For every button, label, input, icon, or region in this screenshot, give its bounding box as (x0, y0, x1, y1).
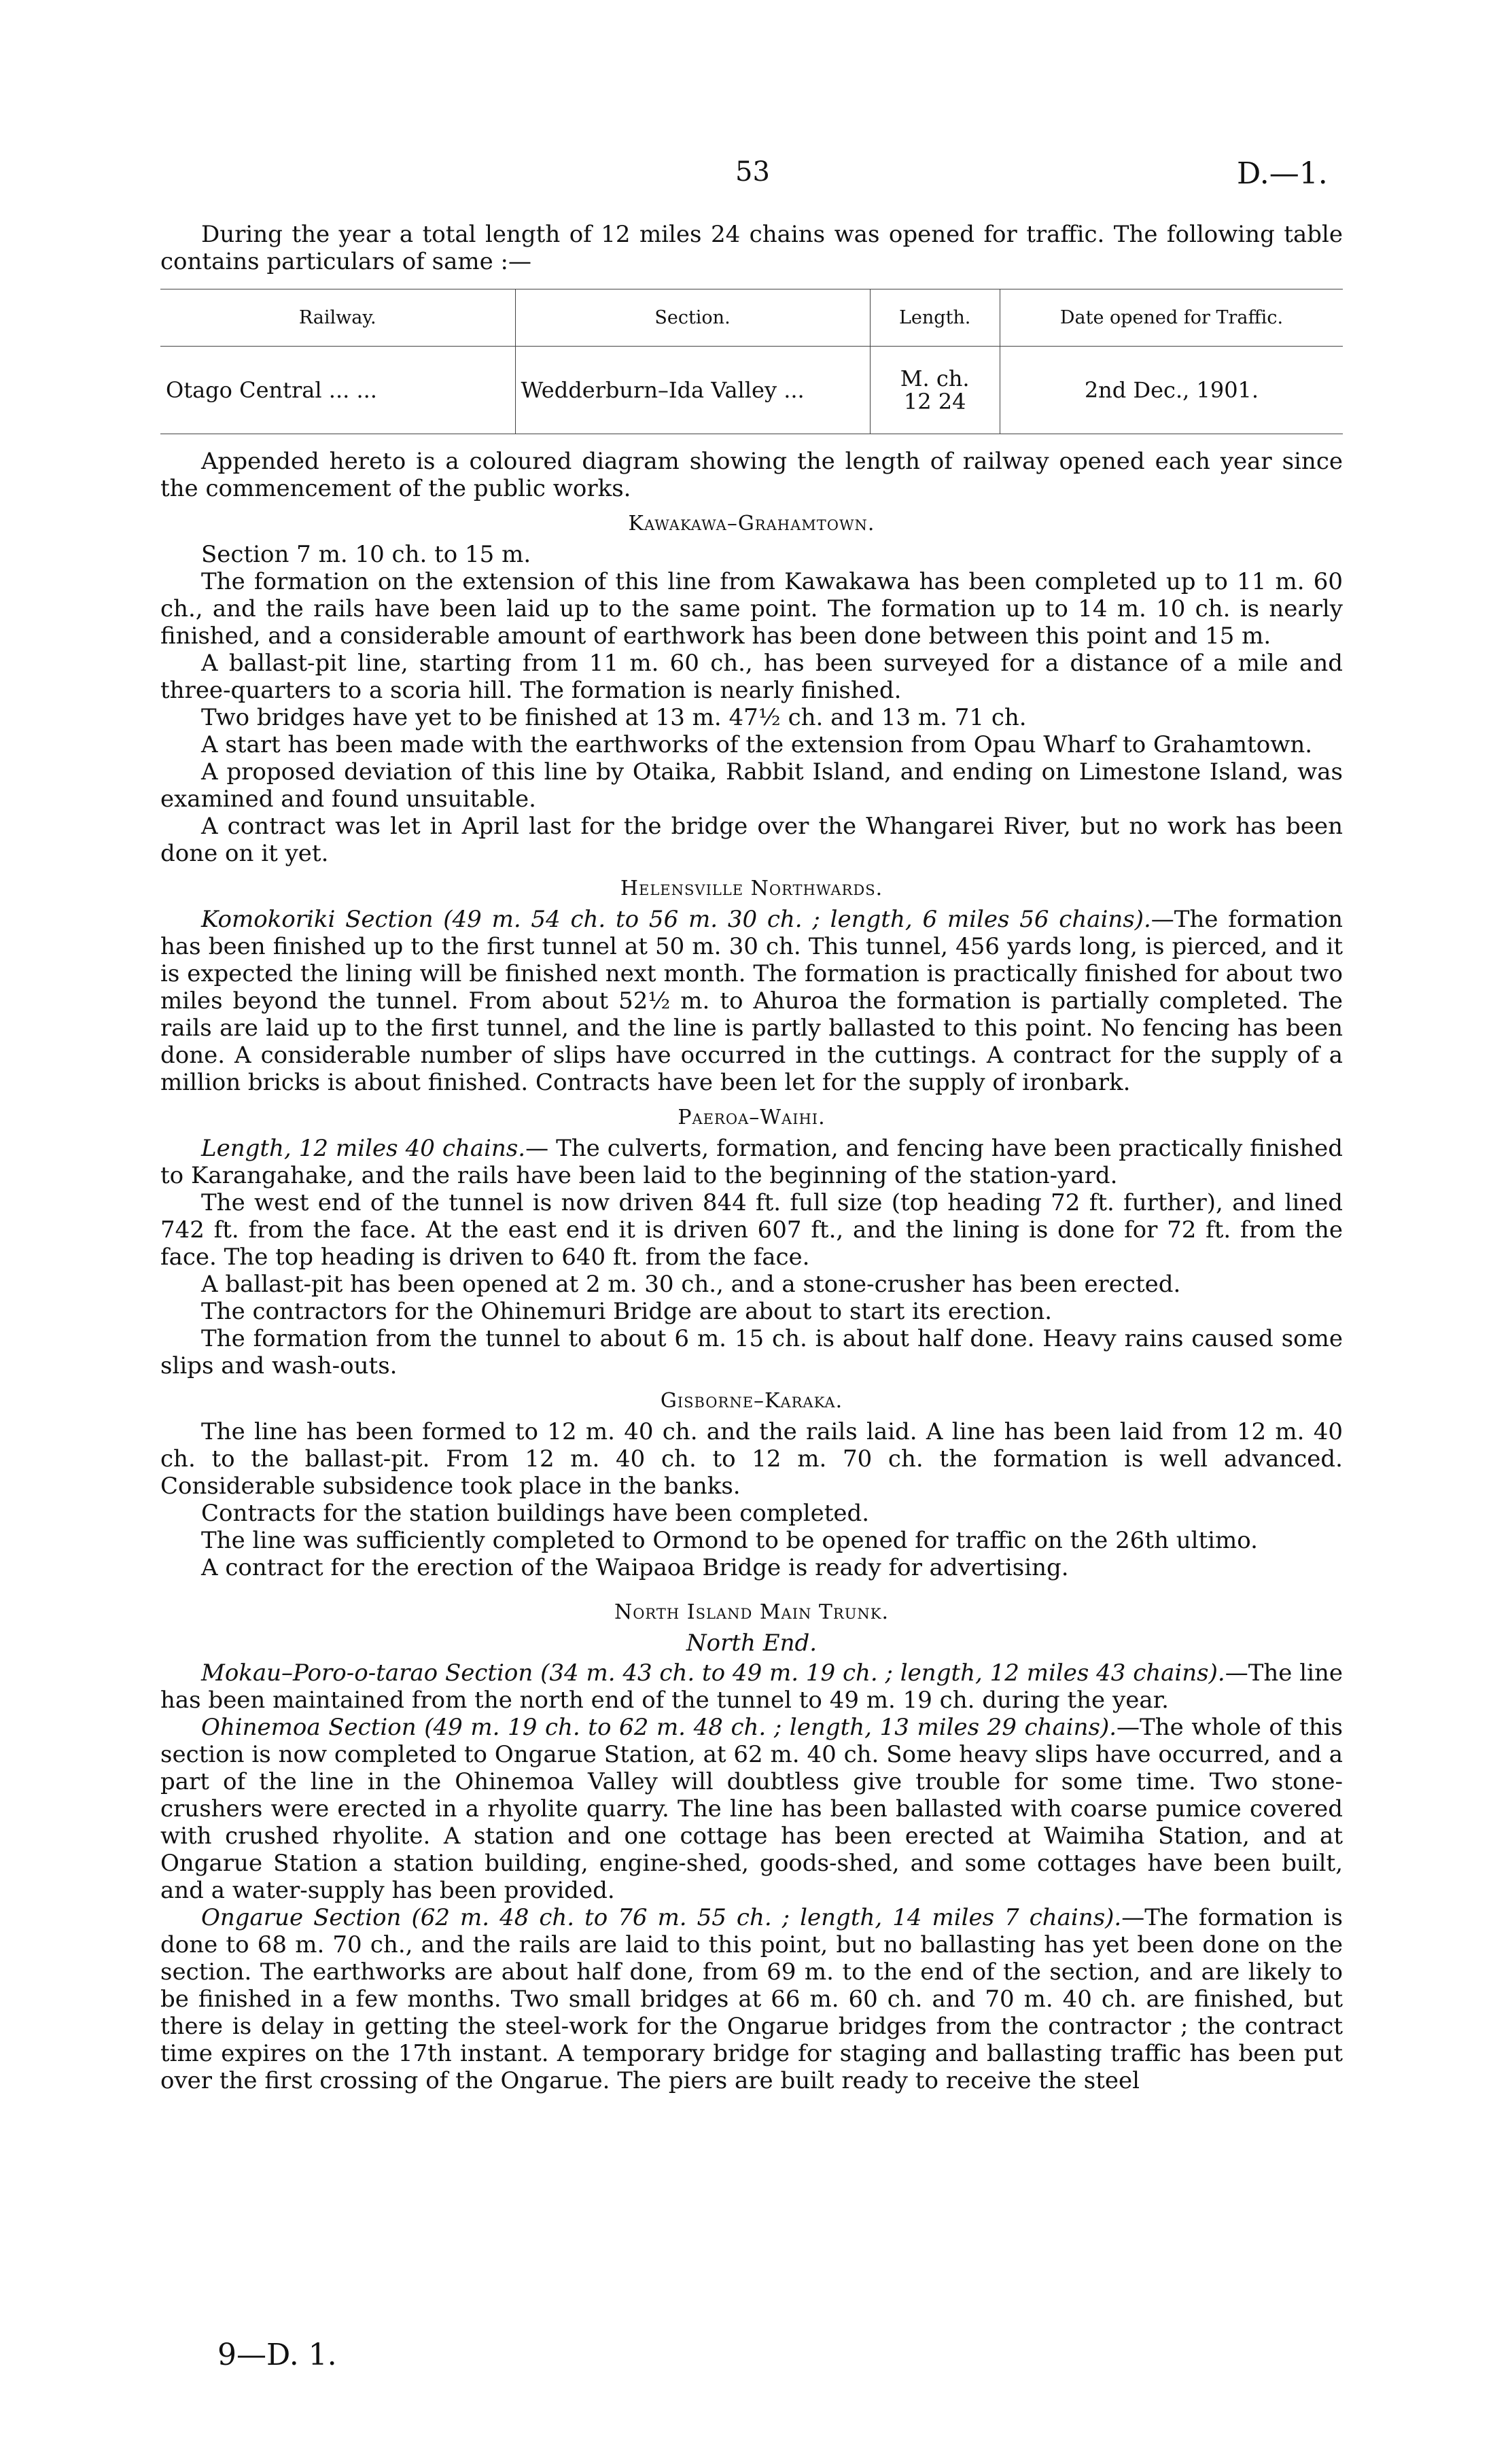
cell-section: Wedderburn–Ida Valley ... (515, 347, 870, 434)
page-header (0, 156, 1493, 197)
cell-date: 2nd Dec., 1901. (1000, 347, 1343, 434)
paragraph-text: — The culverts, formation, and fencing have been practically finished to Karangahake, and the rails have been laid to the beginning of the station-yard. (160, 1135, 1343, 1189)
section-lead: Mokau–Poro-o-tarao Section (34 m. 43 ch. to 49 m. 19 ch. ; length, 12 miles 43 chains). (201, 1659, 1225, 1687)
page-number: 53 (735, 156, 770, 188)
paragraph-text: —The formation is done to 68 m. 70 ch., and the rails are laid to this point, but no ballasting has yet been done on the section. The earthworks are about half done, from 69 m. to the end of the section, and are likely to be finished in a few months. Two small bridges at 66 m. 60 ch. and 70 m. 40 ch. are finished, but there is delay in getting the steel-work for the Ongarue bridges from the contractor ; the contract time expires on the 17th instant. A temporary bridge for staging and ballasting traffic has been put over the first crossing of the Ongarue. The piers are built ready to receive the steel (160, 1904, 1343, 2094)
paragraph-text: —The whole of this section is now completed to Ongarue Station, at 62 m. 40 ch. Some heavy slips have occurred, and a part of the line in the Ohinemoa Valley will doubtless give trouble for some time. Two stone-crushers were erected in a rhyolite quarry. The line has been ballasted with coarse pumice covered with crushed rhyolite. A station and one cottage has been erected at Waimiha Station, and at Ongarue Station a station building, engine-shed, goods-shed, and some cottages have been built, and a water-supply has been provided. (160, 1714, 1343, 1904)
paragraph (160, 1714, 1343, 1904)
paragraph: Two bridges have yet to be finished at 13 m. 47½ ch. and 13 m. 71 ch. (201, 704, 1027, 731)
paragraph: Contracts for the station buildings have been completed. (201, 1500, 870, 1527)
document-reference: D.—1. (1237, 156, 1328, 191)
paragraph (160, 1659, 1343, 1714)
paragraph (160, 906, 1343, 1096)
paragraph: The west end of the tunnel is now driven 844 ft. full size (top heading 72 ft. further), and lined 742 ft. from the face. At the east end it is driven 607 ft., and the lining is done for 72 ft. from the face. The top heading is driven to 640 ft. from the face. (160, 1189, 1343, 1271)
paragraph: A contract was let in April last for the bridge over the Whangarei River, but no work has been done on it yet. (160, 813, 1343, 867)
section-lead: Ohinemoa Section (49 m. 19 ch. to 62 m. 48 ch. ; length, 13 miles 29 chains). (201, 1714, 1117, 1741)
section-lead: Ongarue Section (62 m. 48 ch. to 76 m. 55 ch. ; length, 14 miles 7 chains). (201, 1904, 1122, 1931)
paragraph: A contract for the erection of the Waipaoa Bridge is ready for advertising. (201, 1554, 1069, 1581)
col-length: Length. (870, 289, 1000, 347)
section-heading: North Island Main Trunk. (614, 1600, 890, 1624)
cell-railway: Otago Central ... ... (160, 347, 515, 434)
paragraph: The formation on the extension of this line from Kawakawa has been completed up to 11 m. 60 ch., and the rails have been laid up to the same point. The formation up to 14 m. 10 ch. is nearly finished, and a considerable amount of earthwork has been done between this point and 15 m. (160, 568, 1343, 650)
signature-mark: 9—D. 1. (217, 2338, 337, 2372)
length-units: M. ch. (900, 366, 970, 391)
after-table-paragraph: Appended hereto is a coloured diagram showing the length of railway opened each year since the commencement of the public works. (160, 448, 1343, 502)
paragraph: A start has been made with the earthworks of the extension from Opau Wharf to Grahamtown. (201, 731, 1313, 758)
paragraph: The line has been formed to 12 m. 40 ch. and the rails laid. A line has been laid from 12 m. 40 ch. to the ballast-pit. From 12 m. 40 ch. to 12 m. 70 ch. the formation is well advanced. Considerable subsidence took place in the banks. (160, 1418, 1343, 1500)
paragraph (160, 1135, 1343, 1189)
paragraph: A ballast-pit has been opened at 2 m. 30 ch., and a stone-crusher has been erected. (201, 1271, 1181, 1298)
paragraph: Section 7 m. 10 ch. to 15 m. (201, 541, 531, 568)
col-section: Section. (515, 289, 870, 347)
section-lead: Komokoriki Section (49 m. 54 ch. to 56 m. 30 ch. ; length, 6 miles 56 chains). (201, 906, 1151, 933)
paragraph (160, 1904, 1343, 2094)
paragraph: A ballast-pit line, starting from 11 m. 60 ch., has been surveyed for a distance of a mile and three-quarters to a scoria hill. The formation is nearly finished. (160, 650, 1343, 704)
subheading: North End. (686, 1630, 818, 1657)
col-railway: Railway. (160, 289, 515, 347)
paragraph: A proposed deviation of this line by Otaika, Rabbit Island, and ending on Limestone Island, was examined and found unsuitable. (160, 758, 1343, 813)
length-value: 12 24 (903, 389, 966, 415)
section-lead: Length, 12 miles 40 chains. (201, 1135, 526, 1162)
section-heading: Helensville Northwards. (620, 877, 883, 900)
col-date: Date opened for Traffic. (1000, 289, 1343, 347)
paragraph: The line was sufficiently completed to Ormond to be opened for traffic on the 26th ultimo. (201, 1527, 1258, 1554)
openings-table (160, 289, 1343, 434)
section-heading: Paeroa–Waihi. (678, 1106, 826, 1129)
paragraph: The contractors for the Ohinemuri Bridge are about to start its erection. (201, 1298, 1053, 1325)
section-heading: Kawakawa–Grahamtown. (628, 512, 875, 535)
table-row (160, 347, 1343, 434)
paragraph: The formation from the tunnel to about 6 m. 15 ch. is about half done. Heavy rains caused some slips and wash-outs. (160, 1325, 1343, 1379)
cell-length (870, 347, 1000, 434)
paragraph-text: —The line has been maintained from the north end of the tunnel to 49 m. 19 ch. during the year. (160, 1659, 1343, 1714)
paragraph-text: —The formation has been finished up to the first tunnel at 50 m. 30 ch. This tunnel, 456 yards long, is pierced, and it is expected the lining will be finished next month. The formation is practically finished for about two miles beyond the tunnel. From about 52½ m. to Ahuroa the formation is partially completed. The rails are laid up to the first tunnel, and the line is partly ballasted to this point. No fencing has been done. A considerable number of slips have occurred in the cuttings. A contract for the supply of a million bricks is about finished. Contracts have been let for the supply of ironbark. (160, 906, 1343, 1096)
section-heading: Gisborne–Karaka. (660, 1389, 843, 1413)
page-body (160, 221, 1343, 2094)
intro-paragraph: During the year a total length of 12 miles 24 chains was opened for traffic. The following table contains particulars of same :— (160, 221, 1343, 275)
